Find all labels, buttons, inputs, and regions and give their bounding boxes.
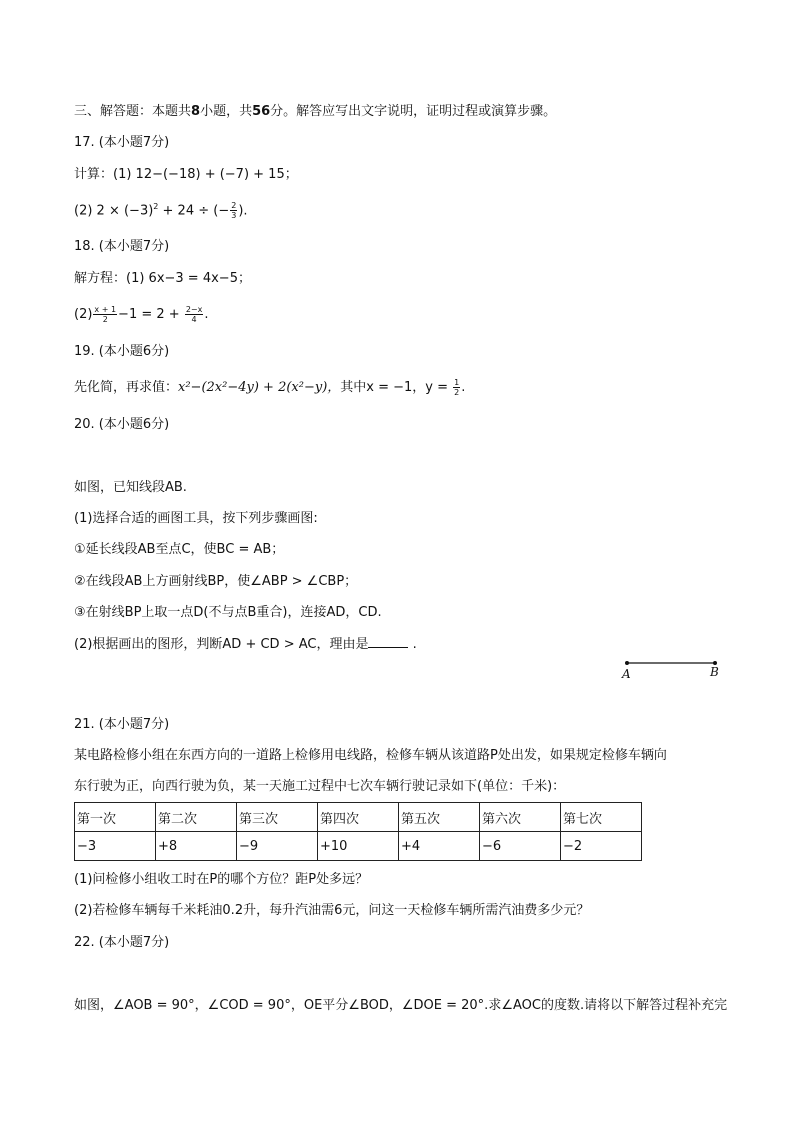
table-value-cell: +4: [399, 832, 480, 861]
q21-header: 21. (本小题7分): [74, 717, 170, 732]
q21-paragraph-2: 东行驶为正，向西行驶为负，某一天施工过程中七次车辆行驶记录如下(单位：千米)：: [74, 779, 566, 794]
q18-header: 18. (本小题7分): [74, 239, 170, 254]
q17-part2-b: + 24 ÷ (−: [158, 203, 230, 219]
q22-text: 如图，∠AOB = 90°，∠COD = 90°，OE平分∠BOD，∠DOE = 20°.求∠AOC的度数.请将以下解答过程补充完: [74, 998, 728, 1013]
table-value-cell: −2: [561, 832, 642, 861]
q17-part1: 计算：(1) 12−(−18) + (−7) + 15；: [74, 167, 298, 182]
section-title: [74, 103, 556, 121]
q20-step2: ②在线段AB上方画射线BP，使∠ABP > ∠CBP；: [74, 574, 358, 589]
table-header-cell: 第六次: [480, 803, 561, 832]
segment-ab-figure: [615, 655, 725, 677]
table-row: [75, 832, 642, 861]
q20-step1: ①延长线段AB至点C，使BC = AB；: [74, 542, 285, 557]
q18-part2-c: .: [204, 307, 209, 322]
q19-expression: x²−(2x²−4y) + 2(x²−y)，: [178, 380, 341, 395]
table-header-row: [75, 803, 642, 832]
q17-part2-a: (2) 2 × (−3): [74, 203, 154, 219]
q20-part2: [74, 635, 417, 654]
q18-part2: [74, 305, 208, 324]
q18-fraction-1-numerator: x + 1: [94, 305, 117, 314]
table-header-cell: 第一次: [75, 803, 156, 832]
q18-part2-b: −1 = 2 +: [118, 307, 180, 322]
q22-header: 22. (本小题7分): [74, 935, 170, 950]
drive-record-table: [74, 802, 642, 861]
point-b-label: B: [710, 665, 719, 679]
section-title-mid1: 小题，共: [200, 104, 253, 119]
table-header-cell: 第三次: [237, 803, 318, 832]
q17-fraction-denominator: 3: [231, 211, 237, 221]
table-header-cell: 第七次: [561, 803, 642, 832]
q20-part2-text: (2)根据画出的图形，判断AD + CD > AC，理由是: [74, 637, 369, 652]
point-a-dot: [625, 661, 629, 665]
q21-paragraph-1: 某电路检修小组在东西方向的一道路上检修用电线路，检修车辆从该道路P处出发，如果规定检修车辆向: [74, 748, 667, 763]
q20-part1: (1)选择合适的画图工具，按下列步骤画图:: [74, 511, 318, 526]
q17-part2-c: ).: [238, 203, 248, 219]
q18-fraction-2-denominator: 4: [191, 315, 197, 324]
q18-part1: 解方程：(1) 6x−3 = 4x−5；: [74, 271, 251, 286]
q20-part2-end: .: [412, 637, 417, 652]
q19-header: 19. (本小题6分): [74, 344, 170, 359]
q21-question-1: (1)问检修小组收工时在P的哪个方位？距P处多远？: [74, 872, 369, 887]
q20-intro: 如图，已知线段AB.: [74, 480, 187, 495]
q19-fraction: [453, 378, 460, 397]
section-count: 8: [191, 104, 201, 119]
q18-fraction-1-denominator: 2: [102, 315, 108, 324]
q19-condition-b: .: [461, 380, 466, 395]
q19-intro: 先化简，再求值：: [74, 380, 179, 395]
q19-body: [74, 378, 465, 397]
table-value-cell: −6: [480, 832, 561, 861]
q18-fraction-1: [93, 305, 117, 324]
q19-fraction-denominator: 2: [454, 388, 460, 397]
q17-exponent: 2: [153, 202, 159, 211]
q17-header: 17. (本小题7分): [74, 135, 170, 150]
q20-header: 20. (本小题6分): [74, 417, 170, 432]
section-title-mid2: 分。解答应写出文字说明，证明过程或演算步骤。: [270, 104, 557, 119]
point-a-label: A: [622, 667, 631, 681]
q20-step3: ③在射线BP上取一点D(不与点B重合)，连接AD，CD.: [74, 605, 382, 620]
table-value-cell: +8: [156, 832, 237, 861]
q19-fraction-numerator: 1: [454, 378, 460, 387]
q17-part2: [74, 198, 248, 220]
table-header-cell: 第二次: [156, 803, 237, 832]
section-title-prefix: 三、解答题：本题共: [74, 104, 192, 119]
q21-question-2: (2)若检修车辆每千米耗油0.2升，每升汽油需6元，问这一天检修车辆所需汽油费多少元？: [74, 903, 590, 918]
q18-fraction-2-numerator: 2−x: [185, 305, 203, 314]
q18-fraction-2: [185, 305, 204, 324]
table-value-cell: +10: [318, 832, 399, 861]
table-value-cell: −3: [75, 832, 156, 861]
answer-blank[interactable]: [368, 635, 408, 648]
table-value-cell: −9: [237, 832, 318, 861]
q18-part2-a: (2): [74, 307, 93, 322]
q17-fraction-numerator: 2: [231, 201, 237, 211]
table-header-cell: 第四次: [318, 803, 399, 832]
q19-condition-a: 其中x = −1，y =: [340, 380, 453, 395]
section-score: 56: [252, 104, 271, 119]
table-header-cell: 第五次: [399, 803, 480, 832]
q17-fraction: [230, 201, 237, 220]
